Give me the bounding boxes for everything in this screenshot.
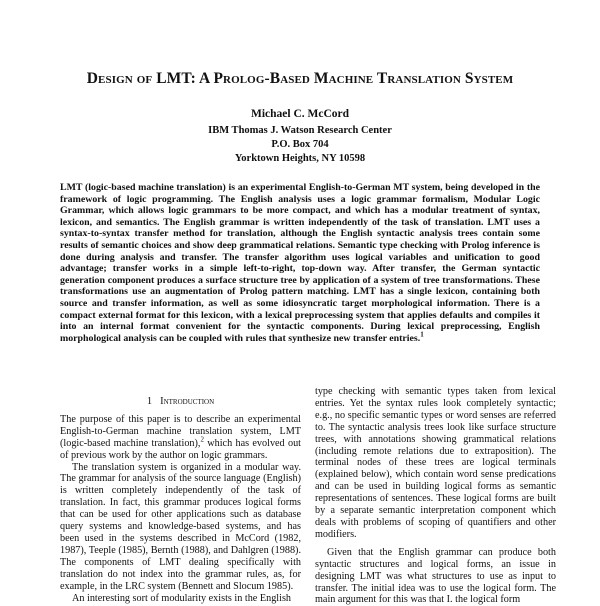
affiliation-line: P.O. Box 704 xyxy=(271,139,329,150)
section-heading xyxy=(60,396,301,408)
author-affiliation xyxy=(0,124,600,166)
paragraph: The translation system is organized in a modular way. The grammar for analysis of the source language (English) is written completely independently of the task of translation. In fact, this grammar produces logical forms that can be used for other applications such as database query systems and knowledge-based systems, and has been used in the systems described in McCord (1982, 1987), Teeple (1985), Bernth (1988), and Dahlgren (1988). The components of LMT dealing specifically with translation do not index into the grammar rules, as, for example, in the LRC system (Bennett and Slocum 1985). xyxy=(60,461,301,592)
footnote-marker: 2 xyxy=(200,435,204,444)
section-number: 1 xyxy=(146,396,153,407)
left-column xyxy=(60,396,301,604)
paper-title: Design of LMT: A Prolog-Based Machine Translation System xyxy=(86,70,514,87)
paragraph-text: The purpose of this paper is to describe an experimental English-to-German machine translation system, LMT (logic-based machine translation), xyxy=(60,413,301,449)
abstract xyxy=(60,182,540,344)
paragraph-text: which has evolved out of previous work by the author on logic grammars. xyxy=(60,437,301,461)
abstract-text: LMT (logic-based machine translation) is an experimental English-to-German MT system, being developed in the framework of logic programming. The English analysis uses a logic grammar formalism, Modular Logic Grammar, which allows logic grammars to be more compact, and which has a modular treatment of syntax, lexicon, and semantics. The English grammar is written independently of the task of translation. LMT uses a syntax-to-syntax transfer method for translation, although the English syntactic analysis trees contain some results of semantic choices and show deep grammatical relations. Semantic type checking with Prolog inference is done during analysis and transfer. The transfer algorithm uses logical variables and unification to good advantage; transfer works in a simple left-to-right, top-down way. After transfer, the German syntactic generation component produces a surface structure tree by application of a system of tree transformations. These transformations use an augmentation of Prolog pattern matching. LMT has a single lexicon, containing both source and transfer information, as well as some idiosyncratic target morphological information. There is a compact external format for this lexicon, with a lexical preprocessing system that applies defaults and compiles it into an internal format convenient for the syntactic components. During lexical preprocessing, English morphological analysis can be coupled with rules that synthesize new transfer entries. xyxy=(60,182,540,344)
affiliation-line: Yorktown Heights, NY 10598 xyxy=(234,153,366,164)
paragraph: type checking with semantic types taken from lexical entries. Yet the syntax rules look completely syntactic; e.g., no specific semantic types or word senses are referred to. The syntactic analysis trees look like surface structure trees, with annotations showing grammatical relations (including remote relations due to extraposition). The terminal nodes of these trees are logical terminals (explained below), which contain word sense predications and can be used in building logical forms as semantic representations of sentences. These logical forms are built by a separate semantic interpretation component which deals with problems of scoping of quantifiers and other modifiers. xyxy=(315,386,556,540)
paragraph: Given that the English grammar can produce both syntactic structures and logical forms, an issue in designing LMT was what structures to use as input to transfer. The initial idea was to use the logical form. The main argument for this was that I. the logical form xyxy=(315,546,556,606)
right-column xyxy=(315,386,556,606)
paragraph: An interesting sort of modularity exists in the English xyxy=(72,592,292,604)
paragraph xyxy=(60,414,301,462)
author-name: Michael C. McCord xyxy=(250,108,350,120)
section-title: Introduction xyxy=(160,396,215,407)
affiliation-line: IBM Thomas J. Watson Research Center xyxy=(208,125,392,136)
footnote-marker: 1 xyxy=(420,330,424,339)
